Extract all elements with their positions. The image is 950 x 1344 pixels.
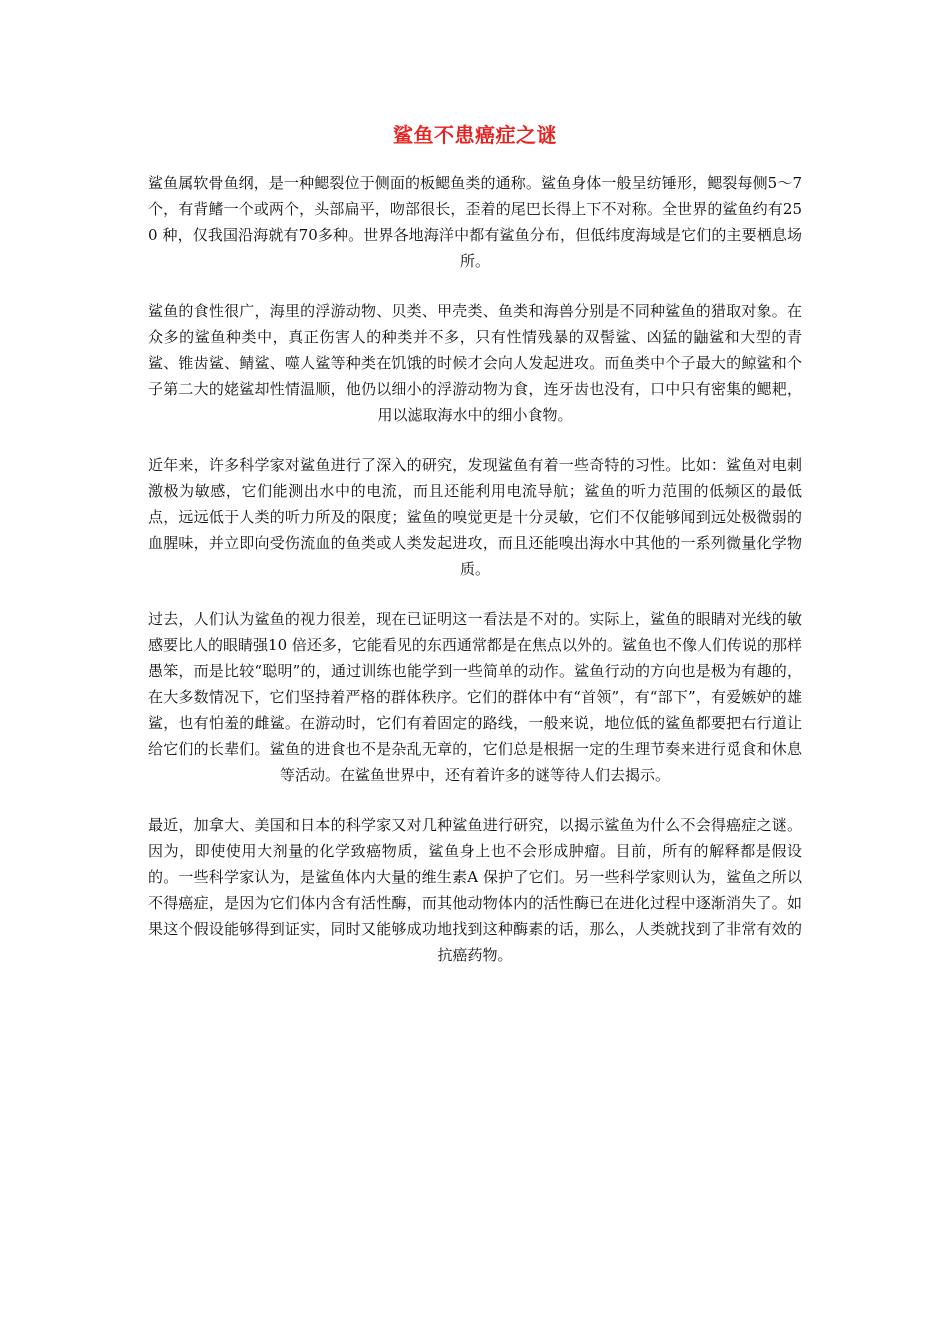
paragraph-3: 近年来，许多科学家对鲨鱼进行了深入的研究，发现鲨鱼有着一些奇特的习性。比如：鲨鱼对电刺激极为敏感，它们能测出水中的电流，而且还能利用电流导航；鲨鱼的听力范围的低频区的最低点，远远低于人类的听力所及的限度；鲨鱼的嗅觉更是十分灵敏，它们不仅能够闻到远处极微弱的血腥味，并立即向受伤流血的鱼类或人类发起进攻，而且还能嗅出海水中其他的一系列微量化学物质。 bbox=[148, 456, 802, 578]
paragraph-4: 过去，人们认为鲨鱼的视力很差，现在已证明这一看法是不对的。实际上，鲨鱼的眼睛对光线的敏感要比人的眼睛强10 倍还多，它能看见的东西通常都是在焦点以外的。鲨鱼也不像人们传说的那样愚笨，而是比较“聪明”的，通过训练也能学到一些简单的动作。鲨鱼行动的方向也是极为有趣的，在大多数情况下，它们坚持着严格的群体秩序。它们的群体中有“首领”，有“部下”，有爱嫉妒的雄鲨，也有怕羞的雌鲨。在游动时，它们有着固定的路线，一般来说，地位低的鲨鱼都要把右行道让给它们的长辈们。鲨鱼的进食也不是杂乱无章的，它们总是根据一定的生理节奏来进行觅食和休息等活动。在鲨鱼世界中，还有着许多的谜等待人们去揭示。 bbox=[148, 610, 802, 784]
document-page bbox=[148, 120, 802, 992]
paragraph-1: 鲨鱼属软骨鱼纲，是一种鳃裂位于侧面的板鳃鱼类的通称。鲨鱼身体一般呈纺锤形，鳃裂每侧5～7 个，有背鳍一个或两个，头部扁平，吻部很长，歪着的尾巴长得上下不对称。全世界的鲨鱼约有250 种，仅我国沿海就有70多种。世界各地海洋中都有鲨鱼分布，但低纬度海域是它们的主要栖息场所。 bbox=[148, 174, 802, 270]
paragraph-2: 鲨鱼的食性很广，海里的浮游动物、贝类、甲壳类、鱼类和海兽分别是不同种鲨鱼的猎取对象。在众多的鲨鱼种类中，真正伤害人的种类并不多，只有性情残暴的双髻鲨、凶猛的鼬鲨和大型的青鲨、锥齿鲨、鲭鲨、噬人鲨等种类在饥饿的时候才会向人发起进攻。而鱼类中个子最大的鲸鲨和个子第二大的姥鲨却性情温顺，他仍以细小的浮游动物为食，连牙齿也没有，口中只有密集的鳃耙，用以滤取海水中的细小食物。 bbox=[148, 302, 802, 424]
paragraph-5: 最近，加拿大、美国和日本的科学家又对几种鲨鱼进行研究，以揭示鲨鱼为什么不会得癌症之谜。因为，即使使用大剂量的化学致癌物质，鲨鱼身上也不会形成肿瘤。目前，所有的解释都是假设的。一些科学家认为，是鲨鱼体内大量的维生素A 保护了它们。另一些科学家则认为，鲨鱼之所以不得癌症，是因为它们体内含有活性酶，而其他动物体内的活性酶已在进化过程中逐渐消失了。如果这个假设能够得到证实，同时又能够成功地找到这种酶素的话，那么，人类就找到了非常有效的抗癌药物。 bbox=[148, 816, 802, 964]
document-title: 鲨鱼不患癌症之谜 bbox=[393, 123, 557, 147]
